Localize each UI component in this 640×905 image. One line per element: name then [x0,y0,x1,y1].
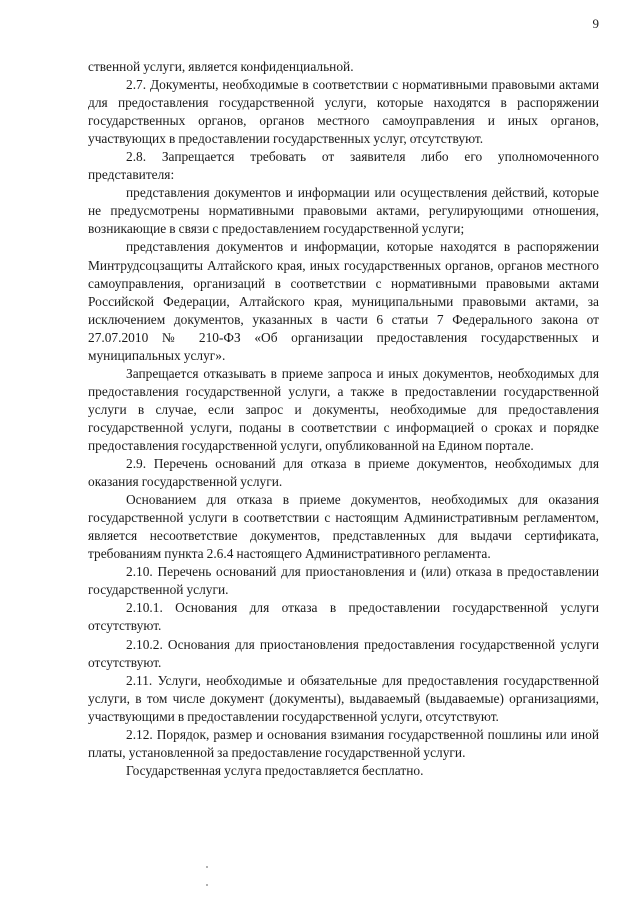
paragraph-2-10-1: 2.10.1. Основания для отказа в предоставлении государственной услуги отсутствуют. [88,600,599,634]
paragraph-2-8-item-1: представления документов и информации или осуществления действий, которые не предусмотрены нормативными правовыми актами, регулирующими отношения, возникающие в связи с предоставлением государственной услуги; [88,185,599,237]
paragraph-free-service: Государственная услуга предоставляется бесплатно. [126,762,424,778]
paragraph-2-7: 2.7. Документы, необходимые в соответствии с нормативными правовыми актами для предоставления государственной услуги, которые находятся в распоряжении государственных органов, органов местного самоуправления и иных органов, участвующих в предоставлении государственных услуг, отсутствуют. [88,77,599,147]
page-number: 9 [592,16,599,31]
paragraph-continuation: ственной услуги, является конфиденциальной. [88,59,354,74]
paragraph-2-10-2: 2.10.2. Основания для приостановления предоставления государственной услуги отсутствуют. [88,636,599,670]
paragraph-2-10: 2.10. Перечень оснований для приостановления и (или) отказа в предоставлении государственной услуги. [88,564,599,598]
paragraph-refusal-grounds: Основанием для отказа в приеме документов, необходимых для оказания государственной услуги в соответствии с настоящим Административным регламентом, является несоответствие документов, представленных для выдачи сертификата, требованиям пункта 2.6.4 настоящего Административного регламента. [88,492,599,562]
paragraph-2-12: 2.12. Порядок, размер и основания взимания государственной пошлины или иной платы, установленной за предоставление государственной услуги. [88,726,599,760]
paragraph-2-8: 2.8. Запрещается требовать от заявителя либо его уполномоченного представителя: [88,149,599,183]
scan-speck [206,884,208,886]
scan-speck [206,866,208,868]
paragraph-refusal-prohibition: Запрещается отказывать в приеме запроса и иных документов, необходимых для предоставления государственной услуги, а также в предоставлении государственной услуги в случае, если запрос и документы, необходимые для предоставления государственной услуги, поданы в соответствии с информацией о сроках и порядке предоставления государственной услуги, опубликованной на Едином портале. [88,365,599,453]
paragraph-2-8-item-2: представления документов и информации, которые находятся в распоряжении Минтрудсоцзащиты Алтайского края, иных государственных органов, органов местного самоуправления, организаций в соответствии с нормативными правовыми актами Российской Федерации, Алтайского края, муниципальными правовыми актами, за исключением документов, указанных в части 6 статьи 7 Федерального закона от 27.07.2010 № 210-ФЗ «Об организации предоставления государственных и муниципальных услуг». [88,239,599,363]
paragraph-2-9: 2.9. Перечень оснований для отказа в приеме документов, необходимых для оказания государственной услуги. [88,456,599,490]
paragraph-2-11: 2.11. Услуги, необходимые и обязательные для предоставления государственной услуги, в том числе документ (документы), выдаваемый (выдаваемые) организациями, участвующими в предоставлении государственной услуги, отсутствуют. [88,672,599,724]
body-text [88,58,599,780]
